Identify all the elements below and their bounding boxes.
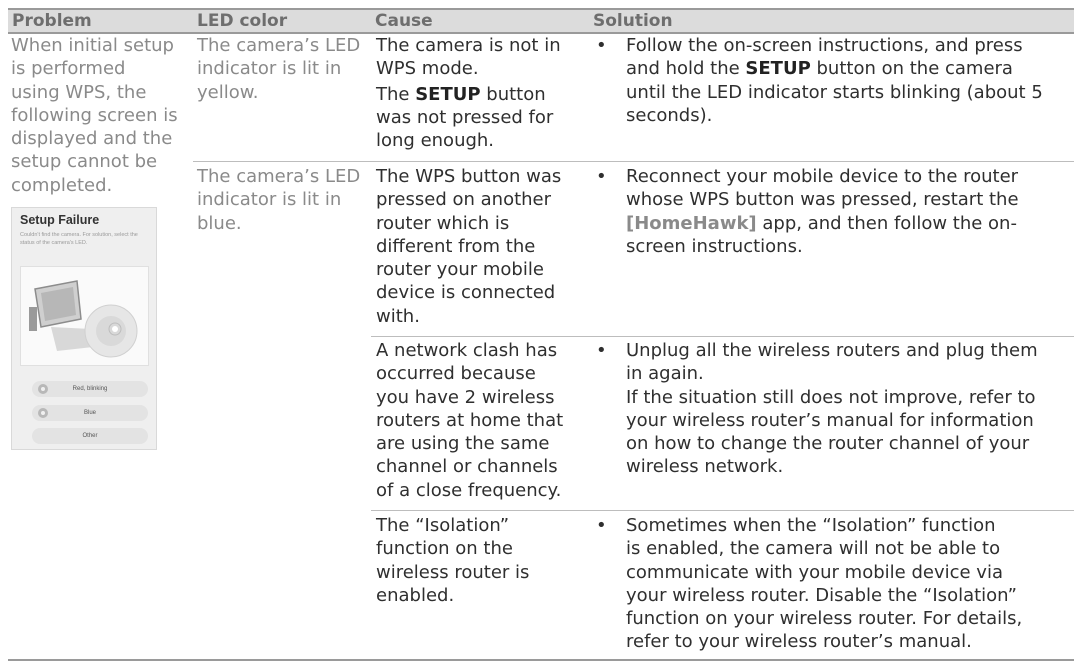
row4-solution: Sometimes when the “Isolation” function is enabled, the camera will not be able to communicate with your mobile device via your wireless router. Disable the “Isolation” function on your wireless router. For details, refer to your wireless router’s manual. bbox=[626, 515, 1023, 653]
bullet: • bbox=[596, 340, 607, 361]
option-red-blinking[interactable]: Red, blinking bbox=[32, 381, 148, 397]
problem-text: When initial setup is performed using WPS, the following screen is displayed and the setup cannot be completed. bbox=[11, 35, 178, 196]
camera-illustration bbox=[20, 266, 149, 366]
row3-solution: Unplug all the wireless routers and plug them in again. If the situation still does not improve, refer to your wireless router’s manual for information on how to change the router channel of your wireless network. bbox=[626, 340, 1038, 478]
row3-cause: A network clash has occurred because you have 2 wireless routers at home that are using the same channel or channels of a close frequency. bbox=[376, 340, 564, 501]
row-divider bbox=[193, 161, 1074, 162]
row-divider bbox=[371, 336, 1074, 337]
row1-cause: The camera is not in WPS mode. The SETUP button was not pressed for long enough. bbox=[376, 35, 561, 152]
option-blue[interactable]: Blue bbox=[32, 405, 148, 421]
option-other[interactable]: Other bbox=[32, 428, 148, 444]
bullet: • bbox=[596, 515, 607, 536]
bullet: • bbox=[596, 166, 607, 187]
row1-solution: Follow the on-screen instructions, and press and hold the SETUP button on the camera until the LED indicator starts blinking (about 5 seconds). bbox=[626, 35, 1043, 126]
header-led-color: LED color bbox=[197, 11, 288, 31]
header-cause: Cause bbox=[375, 11, 433, 31]
row2-solution: Reconnect your mobile device to the router whose WPS button was pressed, restart the [HomeHawk] app, and then follow the on- screen instructions. bbox=[626, 166, 1019, 257]
header-problem: Problem bbox=[12, 11, 92, 31]
led-off-icon bbox=[38, 384, 48, 394]
row1-led: The camera’s LED indicator is lit in yellow. bbox=[197, 35, 361, 103]
row4-cause: The “Isolation” function on the wireless router is enabled. bbox=[376, 515, 530, 606]
row2-cause: The WPS button was pressed on another router which is different from the router your mobile device is connected with. bbox=[376, 166, 562, 327]
setup-failure-screenshot bbox=[11, 207, 157, 450]
header-solution: Solution bbox=[593, 11, 673, 31]
bullet: • bbox=[596, 35, 607, 56]
table-header bbox=[8, 8, 1074, 34]
row-divider bbox=[371, 510, 1074, 511]
screen-title: Setup Failure bbox=[20, 213, 100, 227]
row2-led: The camera’s LED indicator is lit in blue. bbox=[197, 166, 361, 234]
table-bottom-rule bbox=[8, 659, 1074, 661]
app-name: [HomeHawk] bbox=[626, 212, 757, 234]
screen-subtitle: Couldn't find the camera. For solution, select the status of the camera's LED. bbox=[20, 232, 138, 246]
camera-led-image bbox=[21, 267, 148, 365]
led-off-icon bbox=[38, 408, 48, 418]
